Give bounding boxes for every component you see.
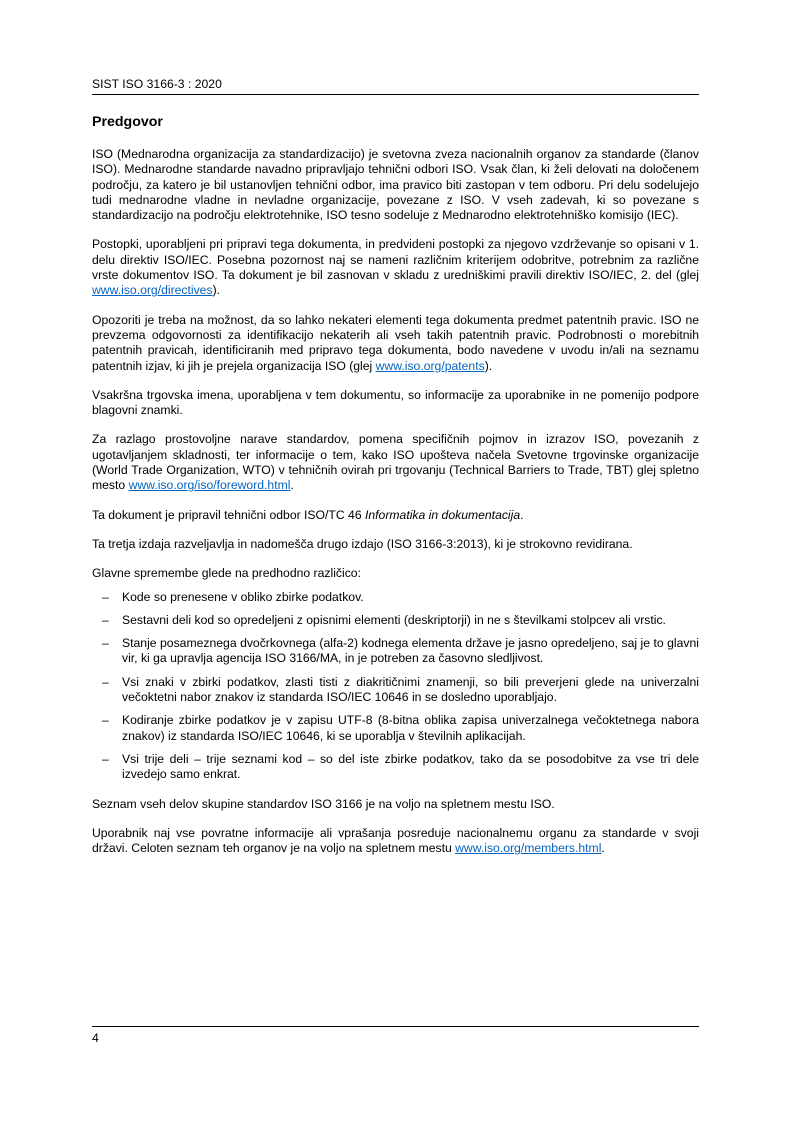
paragraph-trade-names: Vsakršna trgovska imena, uporabljena v tem dokumentu, so informacije za uporabnike in ne pomenijo podpore blagovni znamki. [92, 387, 699, 418]
paragraph-text: Ta dokument je pripravil tehnični odbor ISO/TC 46 [92, 507, 365, 522]
paragraph-end: . [601, 841, 605, 856]
list-item [92, 613, 699, 628]
paragraph-text: Uporabnik naj vse povratne informacije ali vprašanja posreduje nacionalnemu organu za standarde v svoji državi. Celoten seznam teh organov je na voljo na spletnem mestu [92, 825, 699, 856]
paragraph-feedback [92, 826, 699, 857]
bullet-dash: – [102, 636, 109, 651]
list-item-text: Kode so prenesene v obliko zbirke podatkov. [122, 589, 364, 604]
link-directives[interactable]: www.iso.org/directives [92, 283, 213, 298]
bullet-dash: – [102, 713, 109, 728]
committee-title: Informatika in dokumentacija [365, 507, 521, 522]
list-item-text: Vsi znaki v zbirki podatkov, zlasti tisti z diakritičnimi znamenji, so bili preverjeni glede na univerzalni večoktetni nabor znakov iz standarda ISO/IEC 10646 in se dosledno uporabljajo. [122, 674, 699, 705]
list-item [92, 752, 699, 783]
list-item [92, 590, 699, 605]
list-item [92, 713, 699, 744]
paragraph-end: ). [484, 358, 493, 373]
changes-list [92, 590, 699, 783]
list-item-text: Vsi trije deli – trije seznami kod – so del iste zbirke podatkov, tako da se posodobitve za vse tri dele izvedejo samo enkrat. [122, 751, 699, 782]
page-number: 4 [92, 1031, 99, 1045]
paragraph-patents [92, 313, 699, 374]
list-item-text: Sestavni deli kod so opredeljeni z opisnimi elementi (deskriptorji) in ne s številkami stolpcev ali vrstic. [122, 612, 666, 627]
list-item [92, 675, 699, 706]
paragraph-end: . [520, 507, 524, 522]
section-title: Predgovor [92, 114, 163, 130]
link-patents[interactable]: www.iso.org/patents [375, 358, 485, 373]
paragraph-text: Opozoriti je treba na možnost, da so lahko nekateri elementi tega dokumenta predmet patentnih pravic. ISO ne prevzema odgovornosti za identifikacijo nekaterih ali vseh takih patentnih pravic. Podrobnosti o morebitnih patentnih pravicah, identificiranih med pripravo tega dokumenta, bodo navedene v uvodu in/ali na seznamu patentnih izjav, ki jih je prejela organizacija ISO (glej [92, 312, 699, 373]
paragraph-committee [92, 508, 699, 523]
paragraph-end: ). [212, 283, 221, 298]
list-item-text: Kodiranje zbirke podatkov je v zapisu UTF-8 (8-bitna oblika zapisa univerzalnega večoktetnega nabora znakov) iz standarda ISO/IEC 10646, ki se uporablja v številnih aplikacijah. [122, 713, 699, 743]
paragraph-procedures [92, 237, 699, 298]
paragraph-wto [92, 432, 699, 493]
paragraph-iso-intro: ISO (Mednarodna organizacija za standardizacijo) je svetovna zveza nacionalnih organov za standarde (članov ISO). Mednarodne standarde navadno pripravljajo tehnični odbori ISO. Vsak član, ki želi delovati na določenem področju, za katero je bil ustanovljen tehnični odbor, ima pravico biti zastopan v tem odboru. Pri delu sodelujejo tudi mednarodne vladne in nevladne organizacije, povezane z ISO. V vseh zadevah, ki so povezane s standardizacijo na področju elektrotehnike, ISO tesno sodeluje z Mednarodno elektrotehniško komisijo (IEC). [92, 147, 699, 223]
list-item-text: Stanje posameznega dvočrkovnega (alfa-2) kodnega elementa države je jasno opredeljeno, saj je to glavni vir, ki ga upravlja agencija ISO 3166/MA, in je potreben za časovno sledljivost. [122, 636, 699, 666]
paragraph-text: Za razlago prostovoljne narave standardov, pomena specifičnih pojmov in izrazov ISO, povezanih z ugotavljanjem skladnosti, ter informacije o tem, kako ISO upošteva načela Svetovne trgovinske organizacije (World Trade Organization, WTO) v tehničnih ovirah pri trgovanju (Technical Barriers to Trade, TBT) glej spletno mesto [92, 432, 699, 493]
bullet-dash: – [102, 751, 109, 766]
bullet-dash: – [102, 674, 109, 689]
link-foreword[interactable]: www.iso.org/iso/foreword.html [128, 478, 291, 493]
footer-divider [92, 1026, 699, 1027]
paragraph-changes-intro: Glavne spremembe glede na predhodno različico: [92, 566, 361, 581]
paragraph-parts-list: Seznam vseh delov skupine standardov ISO 3166 je na voljo na spletnem mestu ISO. [92, 796, 555, 811]
link-members[interactable]: www.iso.org/members.html [455, 841, 602, 856]
running-header [92, 77, 699, 95]
document-id: SIST ISO 3166-3 : 2020 [92, 77, 222, 91]
foreword-body [92, 147, 699, 870]
paragraph-end: . [290, 478, 294, 493]
paragraph-text: Postopki, uporabljeni pri pripravi tega dokumenta, in predvideni postopki za njegovo vzdrževanje so opisani v 1. delu direktiv ISO/IEC. Posebna pozornost naj se nameni različnim kriterijem odobritve, potrebnim za različne vrste dokumentov ISO. Ta dokument je bil zasnovan v skladu z uredniškimi pravili direktiv ISO/IEC, 2. del (glej [92, 237, 699, 283]
bullet-dash: – [102, 589, 109, 604]
paragraph-edition: Ta tretja izdaja razveljavlja in nadomešča drugo izdajo (ISO 3166-3:2013), ki je strokovno revidirana. [92, 536, 633, 551]
bullet-dash: – [102, 612, 109, 627]
list-item [92, 636, 699, 667]
